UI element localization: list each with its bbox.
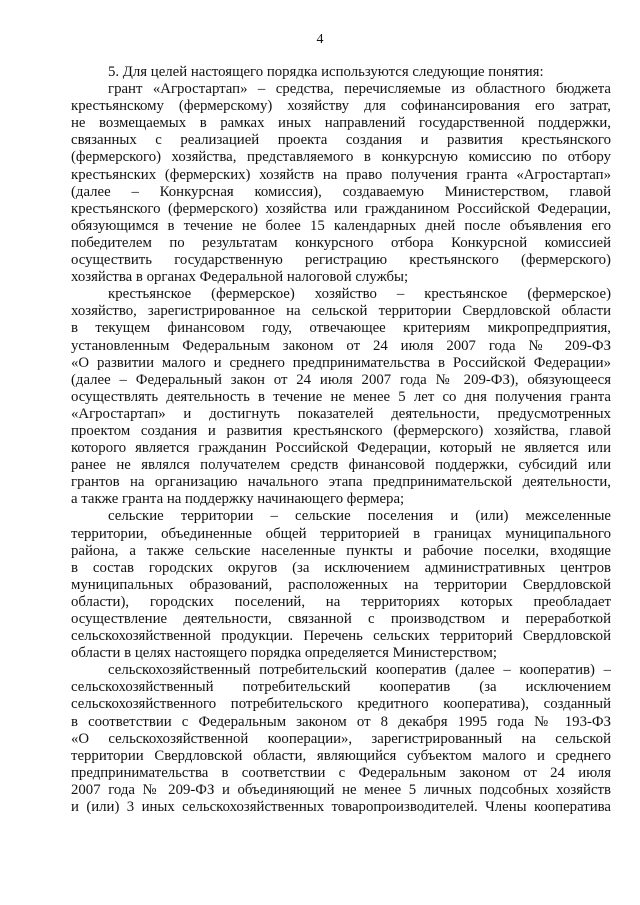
text-line: и (или) 3 иных сельскохозяйственных товаропроизводителей. Члены кооператива: [71, 799, 611, 816]
text-line: в текущем финансовом году, отвечающее критериям микропредприятия,: [71, 320, 611, 337]
text-line: территории Свердловской области, являющийся субъектом малого и среднего: [71, 747, 611, 764]
text-line: (фермерского) хозяйства, представляемого в конкурсную комиссию по отбору: [71, 149, 611, 166]
text-line: территории, объединенные общей территорией в границах муниципального: [71, 525, 611, 542]
text-line: сельскохозяйственный потребительский кооператив (за исключением: [71, 679, 611, 696]
text-line: «Агростартап» и достигнуть показателей деятельности, предусмотренных: [71, 405, 611, 422]
text-line: победителем по результатам конкурсного отбора Конкурсной комиссией: [71, 234, 611, 251]
text-line: сельскохозяйственного потребительского кредитного кооператива), созданный: [71, 696, 611, 713]
text-line: «О развитии малого и среднего предпринимательства в Российской Федерации»: [71, 354, 611, 371]
text-line: осуществить государственную регистрацию крестьянского (фермерского): [71, 252, 611, 269]
text-line: муниципальных образований, расположенных на территории Свердловской: [71, 576, 611, 593]
text-line: области в целях настоящего порядка определяется Министерством;: [71, 645, 497, 662]
text-line: крестьянского (фермерского) хозяйства или гражданином Российской Федерации,: [71, 200, 611, 217]
text-line: хозяйство, зарегистрированное на сельской территории Свердловской области: [71, 303, 611, 320]
text-line: обязующимся в течение не более 15 календарных дней после объявления его: [71, 217, 611, 234]
text-line: области), городских поселений, на территориях которых преобладает: [71, 593, 611, 610]
text-line: ранее не являлся получателем средств финансовой поддержки, субсидий или: [71, 457, 611, 474]
text-line: сельскохозяйственной продукции. Перечень сельских территорий Свердловской: [71, 628, 611, 645]
text-line: установленным Федеральным законом от 24 июля 2007 года № 209-ФЗ: [71, 337, 611, 354]
text-line: крестьянскому (фермерскому) хозяйству для софинансирования его затрат,: [71, 98, 611, 115]
text-line: «О сельскохозяйственной кооперации», зарегистрированный на сельской: [71, 730, 611, 747]
text-line: предпринимательства в соответствии с Федеральным законом от 24 июля: [71, 764, 611, 781]
text-line: крестьянских (фермерских) хозяйств на право получения гранта «Агростартап»: [71, 166, 611, 183]
text-line: грантов на организацию начального этапа предпринимательской деятельности,: [71, 474, 611, 491]
text-line: в состав городских округов (за исключением административных центров: [71, 559, 611, 576]
text-line: связанных с реализацией проекта создания и развития крестьянского: [71, 132, 611, 149]
text-line: (далее – Конкурсная комиссия), создаваемую Министерством, главой: [71, 183, 611, 200]
text-line: осуществление деятельности, связанной с производством и переработкой: [71, 611, 611, 627]
page-number: 4: [316, 32, 324, 47]
text-line: (далее – Федеральный закон от 24 июля 2007 года № 209-ФЗ), обязующееся: [71, 371, 611, 388]
text-line: в соответствии с Федеральным законом от 8 декабря 1995 года № 193-ФЗ: [71, 713, 611, 730]
text-line: проектом создания и развития крестьянского (фермерского) хозяйства, главой: [71, 422, 611, 439]
text-line: 2007 года № 209-ФЗ и объединяющий не менее 5 личных подсобных хозяйств: [71, 781, 611, 798]
text-line: сельские территории – сельские поселения и (или) межселенные: [108, 508, 611, 525]
text-line: грант «Агростартап» – средства, перечисляемые из областного бюджета: [108, 81, 611, 98]
document-body: [71, 64, 611, 816]
text-line: а также гранта на поддержку начинающего фермера;: [71, 491, 405, 508]
text-line: которого является гражданин Российской Федерации, который не является или: [71, 440, 611, 457]
text-line: 5. Для целей настоящего порядка используются следующие понятия:: [108, 64, 544, 80]
text-line: осуществлять деятельность в течение не менее 5 лет со дня получения гранта: [71, 388, 611, 405]
text-line: района, а также сельские населенные пункты и рабочие поселки, входящие: [71, 542, 611, 559]
text-line: хозяйства в органах Федеральной налоговой службы;: [71, 269, 409, 286]
text-line: сельскохозяйственный потребительский кооператив (далее – кооператив) –: [108, 662, 611, 679]
text-line: крестьянское (фермерское) хозяйство – крестьянское (фермерское): [108, 286, 611, 303]
text-line: не возмещаемых в рамках иных направлений государственной поддержки,: [71, 115, 611, 132]
